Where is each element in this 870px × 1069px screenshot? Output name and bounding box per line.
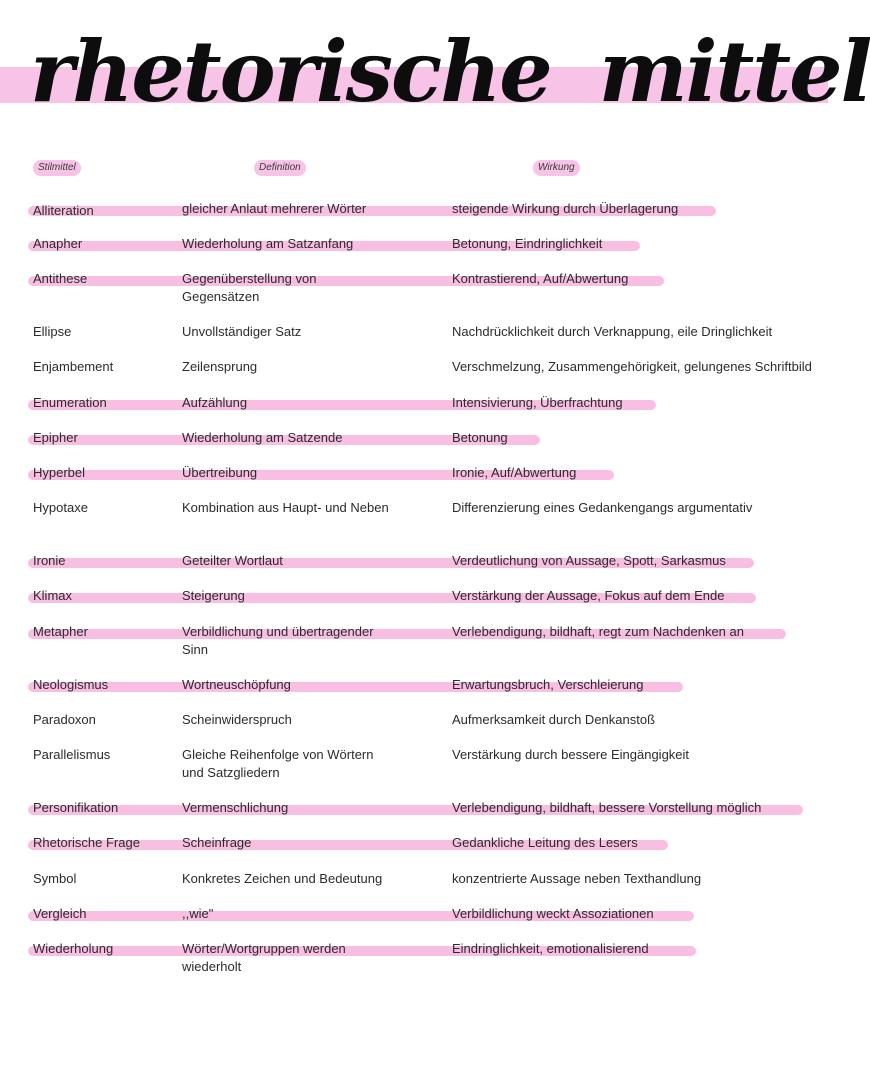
- effect-cell: Eindringlichkeit, emotionalisierend: [452, 941, 649, 956]
- header-definition: Definition: [254, 160, 306, 176]
- definition-cell: Aufzählung: [182, 395, 248, 410]
- term-cell: Symbol: [33, 871, 77, 886]
- term-cell: Klimax: [33, 588, 73, 603]
- effect-cell: Nachdrücklichkeit durch Verknappung, eile Dringlichkeit: [452, 324, 773, 339]
- header-effect: Wirkung: [533, 160, 580, 176]
- term-cell: Metapher: [33, 624, 88, 639]
- term-cell: Alliteration: [33, 203, 94, 218]
- term-cell: Paradoxon: [33, 712, 96, 727]
- definition-cell: Wörter/Wortgruppen werden wiederholt: [182, 941, 346, 974]
- definition-cell: Wortneuschöpfung: [182, 677, 291, 692]
- effect-cell: Betonung: [452, 430, 508, 445]
- effect-cell: Verschmelzung, Zusammengehörigkeit, gelungenes Schriftbild: [452, 359, 812, 374]
- definition-cell: Kombination aus Haupt- und Neben: [182, 500, 389, 515]
- term-cell: Vergleich: [33, 906, 87, 921]
- definition-cell: Konkretes Zeichen und Bedeutung: [182, 871, 383, 886]
- term-cell: Hyperbel: [33, 465, 86, 480]
- definition-cell: Scheinwiderspruch: [182, 712, 292, 727]
- title-word-2: mittel: [598, 22, 870, 121]
- definition-cell: Wiederholung am Satzende: [182, 430, 343, 445]
- effect-cell: Aufmerksamkeit durch Denkanstoß: [452, 712, 656, 727]
- definition-cell: gleicher Anlaut mehrerer Wörter: [182, 201, 367, 216]
- term-cell: Ironie: [33, 553, 66, 568]
- effect-cell: Verstärkung durch bessere Eingängigkeit: [452, 747, 690, 762]
- term-cell: Anapher: [33, 236, 83, 251]
- definition-cell: Scheinfrage: [182, 835, 252, 850]
- term-cell: Enumeration: [33, 395, 107, 410]
- term-cell: Personifikation: [33, 800, 119, 815]
- term-cell: Antithese: [33, 271, 88, 286]
- term-cell: Ellipse: [33, 324, 72, 339]
- effect-cell: Intensivierung, Überfrachtung: [452, 395, 623, 410]
- effect-cell: Betonung, Eindringlichkeit: [452, 236, 603, 251]
- page-title: [30, 22, 870, 132]
- effect-cell: Ironie, Auf/Abwertung: [452, 465, 577, 480]
- term-cell: Enjambement: [33, 359, 114, 374]
- effect-cell: Verdeutlichung von Aussage, Spott, Sarkasmus: [452, 553, 726, 568]
- effect-cell: Differenzierung eines Gedankengangs argumentativ: [452, 500, 753, 515]
- definition-cell: Wiederholung am Satzanfang: [182, 236, 354, 251]
- term-cell: Parallelismus: [33, 747, 111, 762]
- definition-cell: Gegenüberstellung von Gegensätzen: [182, 271, 317, 304]
- effect-cell: konzentrierte Aussage neben Texthandlung: [452, 871, 702, 886]
- term-cell: Wiederholung: [33, 941, 114, 956]
- effect-cell: Verbildlichung weckt Assoziationen: [452, 906, 654, 921]
- definition-cell: Steigerung: [182, 588, 245, 603]
- definition-cell: Unvollständiger Satz: [182, 324, 302, 339]
- term-cell: Hypotaxe: [33, 500, 88, 515]
- definition-cell: Verbildlichung und übertragender Sinn: [182, 624, 374, 657]
- definition-cell: Vermenschlichung: [182, 800, 289, 815]
- effect-cell: Verlebendigung, bildhaft, regt zum Nachdenken an: [452, 624, 744, 639]
- definition-cell: Gleiche Reihenfolge von Wörtern und Satzgliedern: [182, 747, 374, 780]
- term-cell: Neologismus: [33, 677, 109, 692]
- term-cell: Epipher: [33, 430, 78, 445]
- effect-cell: Gedankliche Leitung des Lesers: [452, 835, 638, 850]
- effect-cell: Erwartungsbruch, Verschleierung: [452, 677, 644, 692]
- effect-cell: steigende Wirkung durch Überlagerung: [452, 201, 679, 216]
- definition-cell: Zeilensprung: [182, 359, 258, 374]
- definition-cell: Geteilter Wortlaut: [182, 553, 283, 568]
- definition-cell: ,,wie": [182, 906, 214, 921]
- effect-cell: Verlebendigung, bildhaft, bessere Vorstellung möglich: [452, 800, 762, 815]
- term-cell: Rhetorische Frage: [33, 835, 140, 850]
- header-term: Stilmittel: [33, 160, 81, 176]
- title-word-1: rhetorische: [30, 22, 551, 121]
- effect-cell: Kontrastierend, Auf/Abwertung: [452, 271, 629, 286]
- definition-cell: Übertreibung: [182, 465, 258, 480]
- effect-cell: Verstärkung der Aussage, Fokus auf dem Ende: [452, 588, 725, 603]
